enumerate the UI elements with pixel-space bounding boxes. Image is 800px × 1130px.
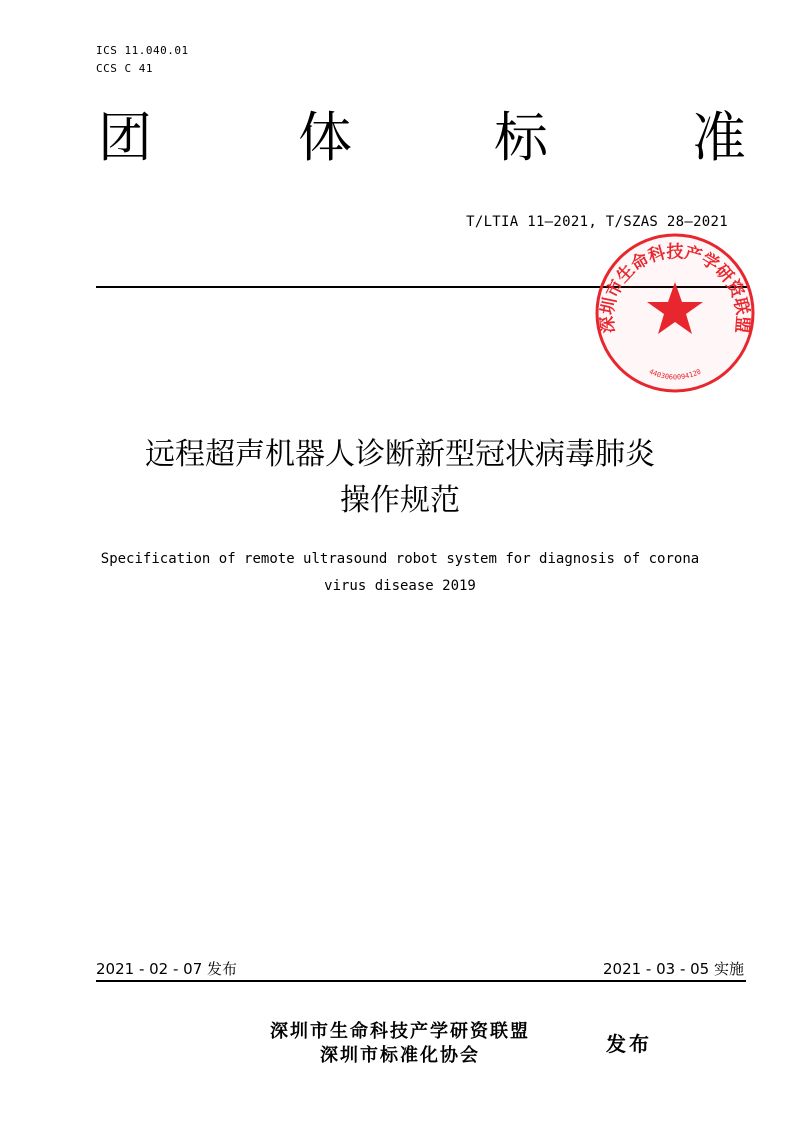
standard-code: T/LTIA 11—2021, T/SZAS 28—2021 (466, 214, 728, 230)
document-title-cn (0, 432, 800, 524)
publish-date: 2021 - 02 - 07 发布 (96, 960, 238, 978)
big-title-char-4: 准 (692, 106, 746, 169)
bottom-divider (96, 980, 746, 982)
big-title-char-2: 体 (298, 106, 352, 169)
publisher-line2: 深圳市标准化协会 (320, 1045, 480, 1066)
official-seal (592, 230, 758, 396)
seal-number-text: 4403060094120 (647, 367, 703, 382)
ics-code: ICS 11.040.01 (96, 44, 189, 57)
publisher-block (200, 1020, 600, 1068)
document-title-en (40, 546, 760, 600)
big-title-char-3: 标 (494, 106, 548, 169)
big-title-char-1: 团 (98, 106, 152, 169)
publish-action: 发布 (606, 1032, 652, 1056)
title-en-line2: virus disease 2019 (324, 578, 476, 594)
classification-block (96, 42, 189, 78)
seal-org-text: 深圳市生命科技产学研资联盟 (597, 242, 753, 334)
title-cn-line1: 远程超声机器人诊断新型冠状病毒肺炎 (145, 437, 655, 472)
publisher-line1: 深圳市生命科技产学研资联盟 (270, 1021, 530, 1042)
ccs-code: CCS C 41 (96, 62, 153, 75)
implement-date: 2021 - 03 - 05 实施 (602, 960, 744, 978)
title-en-line1: Specification of remote ultrasound robot system for diagnosis of corona (100, 551, 700, 567)
title-cn-line2: 操作规范 (340, 483, 460, 518)
